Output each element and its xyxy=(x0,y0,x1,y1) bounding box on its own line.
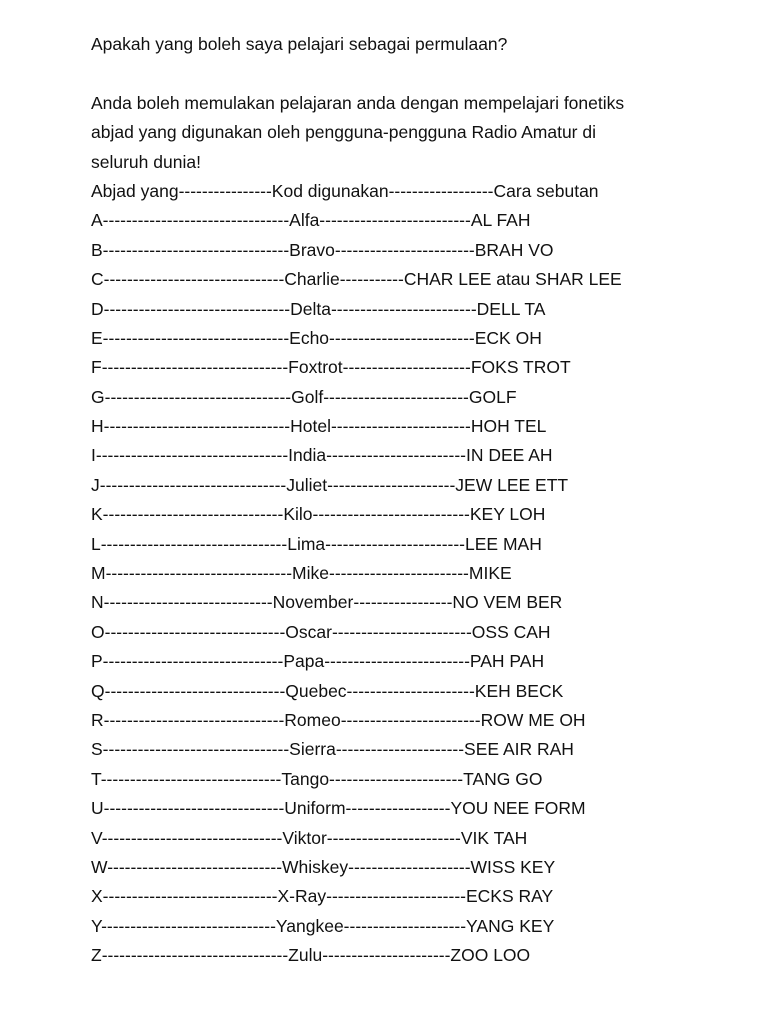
intro-line-2: abjad yang digunakan oleh pengguna-pengguna Radio Amatur di xyxy=(91,122,596,143)
alphabet-row: U-------------------------------Uniform------------------YOU NEE FORM xyxy=(91,798,586,819)
alphabet-row: M--------------------------------Mike------------------------MIKE xyxy=(91,563,512,584)
alphabet-row: S--------------------------------Sierra----------------------SEE AIR RAH xyxy=(91,739,574,760)
alphabet-row: N-----------------------------November-----------------NO VEM BER xyxy=(91,592,563,613)
alphabet-row: A--------------------------------Alfa--------------------------AL FAH xyxy=(91,210,531,231)
alphabet-row: B--------------------------------Bravo------------------------BRAH VO xyxy=(91,239,554,260)
alphabet-row: H--------------------------------Hotel------------------------HOH TEL xyxy=(91,416,547,437)
alphabet-row: X------------------------------X-Ray------------------------ECKS RAY xyxy=(91,886,554,907)
alphabet-row: Y------------------------------Yangkee---------------------YANG KEY xyxy=(91,915,555,936)
document-page xyxy=(91,30,751,971)
alphabet-row: Q-------------------------------Quebec----------------------KEH BECK xyxy=(91,680,564,701)
intro-line-3: seluruh dunia! xyxy=(91,151,201,172)
table-header-line: Abjad yang----------------Kod digunakan------------------Cara sebutan xyxy=(91,180,599,201)
alphabet-row: G--------------------------------Golf-------------------------GOLF xyxy=(91,386,517,407)
alphabet-row: J--------------------------------Juliet----------------------JEW LEE ETT xyxy=(91,474,569,495)
alphabet-row: C-------------------------------Charlie-----------CHAR LEE atau SHAR LEE xyxy=(91,269,622,290)
alphabet-row: O-------------------------------Oscar------------------------OSS CAH xyxy=(91,621,551,642)
intro-line-1: Anda boleh memulakan pelajaran anda dengan mempelajari fonetiks xyxy=(91,92,625,113)
alphabet-row: P-------------------------------Papa-------------------------PAH PAH xyxy=(91,651,545,672)
alphabet-row: Z--------------------------------Zulu----------------------ZOO LOO xyxy=(91,945,531,966)
alphabet-row: E--------------------------------Echo-------------------------ECK OH xyxy=(91,327,542,348)
alphabet-row: I---------------------------------India------------------------IN DEE AH xyxy=(91,445,553,466)
blank-line xyxy=(91,59,751,88)
alphabet-row: K-------------------------------Kilo---------------------------KEY LOH xyxy=(91,504,546,525)
alphabet-row: V-------------------------------Viktor-----------------------VIK TAH xyxy=(91,827,528,848)
alphabet-row: L--------------------------------Lima------------------------LEE MAH xyxy=(91,533,542,554)
alphabet-row: F--------------------------------Foxtrot----------------------FOKS TROT xyxy=(91,357,571,378)
question-line: Apakah yang boleh saya pelajari sebagai permulaan? xyxy=(91,34,508,54)
alphabet-row: T-------------------------------Tango-----------------------TANG GO xyxy=(91,768,543,789)
alphabet-row: D--------------------------------Delta-------------------------DELL TA xyxy=(91,298,546,319)
alphabet-row: R-------------------------------Romeo------------------------ROW ME OH xyxy=(91,709,586,730)
alphabet-row: W------------------------------Whiskey---------------------WISS KEY xyxy=(91,856,556,877)
